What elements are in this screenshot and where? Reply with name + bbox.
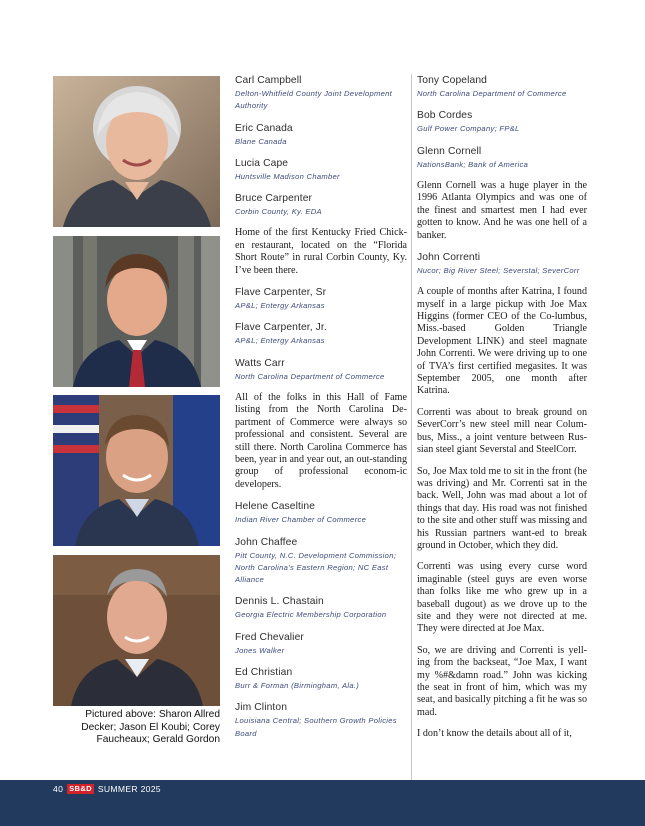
hall-of-fame-entry xyxy=(235,357,407,383)
body-paragraph: Correnti was using every curse word imaginable (steel guys are even worse than folks like me who grew up in a baseball dugout) as we drove up to the site and they were not directed at me. They were directed at Joe Max. xyxy=(417,561,587,635)
entry-organization: North Carolina Department of Commerce xyxy=(417,89,567,98)
entry-name: Glenn Cornell xyxy=(417,145,482,157)
hall-of-fame-entry xyxy=(235,666,407,692)
body-paragraph: So, we are driving and Correnti is yell-ing from the backseat, “Joe Max, I want my %#&damn road.” John was kicking the seat in front of him, which was my seat, and basically pitching a fit he was so mad. xyxy=(417,644,587,718)
entry-name: Jim Clinton xyxy=(235,702,288,714)
body-paragraph: Correnti was about to break ground on SeverCorr’s new steel mill near Colum-bus, Miss., a joint venture between Rus-sian steel giant Severstal and SteelCorr. xyxy=(417,406,587,456)
hall-of-fame-entry xyxy=(235,595,407,621)
entry-organization: Louisiana Central; Southern Growth Policies Board xyxy=(235,716,397,738)
column-divider xyxy=(411,74,412,780)
issue-label: SUMMER 2025 xyxy=(97,784,161,794)
entry-name: Lucia Cape xyxy=(235,157,289,169)
portrait-photo-3 xyxy=(53,395,220,546)
entry-organization: AP&L; Entergy Arkansas xyxy=(235,301,325,311)
hall-of-fame-entry xyxy=(417,109,587,135)
hall-of-fame-entry xyxy=(417,251,587,277)
body-paragraph: All of the folks in this Hall of Fame listing from the North Carolina De-partment of Commerce were always so professional and consistent. Several are still there. North Carolina Commerce has been, year in and year out, an out-standing group of professional econom-ic developers. xyxy=(235,392,407,490)
entry-organization: Huntsville Madison Chamber xyxy=(235,171,340,181)
hall-of-fame-entry xyxy=(417,145,587,171)
entry-name: John Correnti xyxy=(417,251,481,263)
entry-name: Bruce Carpenter xyxy=(235,193,313,205)
footer xyxy=(53,782,161,796)
hall-of-fame-entry xyxy=(235,286,407,312)
entry-organization: Corbin County, Ky. EDA xyxy=(235,207,322,217)
entry-name: Ed Christian xyxy=(235,667,293,679)
entry-name: Eric Canada xyxy=(235,122,293,134)
entry-name: Carl Campbell xyxy=(235,75,302,86)
hall-of-fame-entry xyxy=(235,631,407,657)
entry-name: Bob Cordes xyxy=(417,110,473,122)
entry-organization: Nucor; Big River Steel; Severstal; SeverCorr xyxy=(417,265,580,275)
entry-organization: Burr & Forman (Birmingham, Ala.) xyxy=(235,681,360,691)
entry-name: Fred Chevalier xyxy=(235,631,304,643)
hall-of-fame-entry xyxy=(235,536,407,587)
entry-organization: NationsBank; Bank of America xyxy=(417,159,529,169)
entry-organization: AP&L; Entergy Arkansas xyxy=(235,336,325,346)
hall-of-fame-entry xyxy=(235,122,407,148)
hall-of-fame-entry xyxy=(235,500,407,526)
portrait-photo-1 xyxy=(53,76,220,227)
hall-of-fame-entry xyxy=(235,701,407,740)
page-number: 40 xyxy=(53,784,64,794)
hall-of-fame-entry xyxy=(235,192,407,218)
hall-of-fame-entry xyxy=(235,74,407,113)
entry-name: Tony Copeland xyxy=(417,75,487,86)
entry-name: Dennis L. Chastain xyxy=(235,596,324,608)
column-3 xyxy=(417,74,587,750)
hall-of-fame-entry xyxy=(417,74,587,100)
portrait-photo-4 xyxy=(53,555,220,706)
entry-organization: Blane Canada xyxy=(235,136,287,146)
entry-name: Watts Carr xyxy=(235,357,285,369)
entry-organization: Pitt County, N.C. Development Commission; North Carolina’s Eastern Region; NC East Alliance xyxy=(235,550,397,585)
hall-of-fame-entry xyxy=(235,157,407,183)
body-paragraph: I don’t know the details about all of it, xyxy=(417,728,572,740)
column-2 xyxy=(235,74,407,749)
magazine-logo: SB&D xyxy=(69,784,92,793)
entry-name: Flave Carpenter, Sr xyxy=(235,287,327,299)
entry-organization: Jones Walker xyxy=(235,645,285,655)
entry-organization: Gulf Power Company; FP&L xyxy=(417,124,520,134)
entry-name: John Chaffee xyxy=(235,536,298,548)
entry-organization: Delton-Whitfield County Joint Development Authority xyxy=(235,89,393,111)
body-paragraph: So, Joe Max told me to sit in the front (he was driving) and Mr. Correnti sat in the back. Well, John was mad about a lot of things that day. His road was not finished to the site and other stuff was missing and his Russian partners want-ed to break ground in October, which they did. xyxy=(417,465,587,551)
portrait-photo-2 xyxy=(53,236,220,387)
hall-of-fame-entry xyxy=(235,321,407,347)
photo-caption: Pictured above: Sharon Allred Decker; Jason El Koubi; Corey Faucheaux; Gerald Gordon xyxy=(81,709,220,746)
entry-organization: Georgia Electric Membership Corporation xyxy=(235,610,387,620)
body-paragraph: A couple of months after Katrina, I found myself in a large pickup with Joe Max Higgins (former CEO of the Co-lumbus, Miss.-based Golden Triangle Development LINK) and steel magnate John Correnti. We were driving up to one of TVA’s first certified megasites. It was September 2005, one month after Katrina. xyxy=(417,286,587,397)
entry-name: Flave Carpenter, Jr. xyxy=(235,322,327,334)
body-paragraph: Glenn Cornell was a huge player in the 1996 Atlanta Olympics and was one of the finest and smartest men I had ever gotten to know. And he was one hell of a banker. xyxy=(417,179,587,241)
body-paragraph: Home of the first Kentucky Fried Chick-en restaurant, located on the “Florida Short Route” in rural Corbin County, Ky. I’ve been there. xyxy=(235,227,407,276)
entry-name: Helene Caseltine xyxy=(235,501,316,513)
entry-organization: North Carolina Department of Commerce xyxy=(235,371,385,381)
entry-organization: Indian River Chamber of Commerce xyxy=(235,515,367,525)
